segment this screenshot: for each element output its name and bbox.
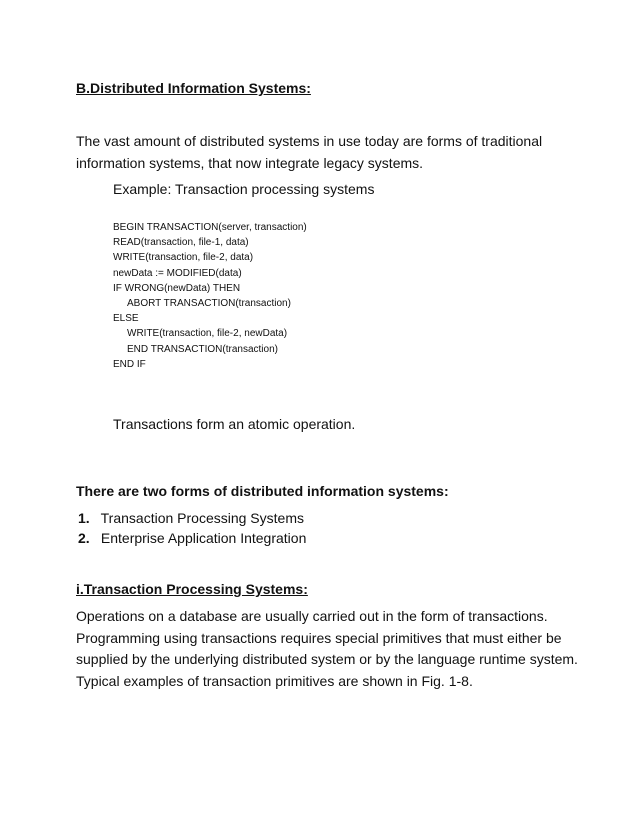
code-line: ELSE bbox=[113, 313, 139, 325]
code-line: READ(transaction, file-1, data) bbox=[113, 237, 249, 249]
intro-line: information systems, that now integrate legacy systems. bbox=[76, 154, 424, 171]
list-number: 2. bbox=[78, 530, 90, 546]
intro-line: The vast amount of distributed systems in use today are forms of traditional bbox=[76, 133, 543, 149]
atomic-operation-note: Transactions form an atomic operation. bbox=[113, 416, 356, 432]
example-label: Example: Transaction processing systems bbox=[113, 181, 375, 197]
tps-line: Programming using transactions requires special primitives that must either be bbox=[76, 629, 562, 646]
code-line: END TRANSACTION(transaction) bbox=[127, 343, 278, 355]
intro-paragraph bbox=[76, 131, 576, 174]
tps-line: Operations on a database are usually carried out in the form of transactions. bbox=[76, 608, 548, 624]
code-line: WRITE(transaction, file-2, data) bbox=[113, 252, 254, 264]
section-heading-distributed-information-systems: B.Distributed Information Systems: bbox=[76, 80, 311, 96]
tps-paragraph bbox=[76, 606, 576, 692]
list-number: 1. bbox=[78, 510, 90, 526]
transaction-code-block bbox=[113, 220, 307, 372]
code-line: newData := MODIFIED(data) bbox=[113, 267, 242, 279]
section-heading-transaction-processing-systems: i.Transaction Processing Systems: bbox=[76, 581, 308, 597]
tps-line: Typical examples of transaction primitives are shown in Fig. 1-8. bbox=[76, 672, 473, 689]
list-item bbox=[78, 508, 306, 528]
list-label: Transaction Processing Systems bbox=[100, 510, 304, 526]
code-line: END IF bbox=[113, 358, 146, 370]
code-line: BEGIN TRANSACTION(server, transaction) bbox=[113, 222, 307, 233]
code-line: WRITE(transaction, file-2, newData) bbox=[127, 328, 288, 340]
code-line: ABORT TRANSACTION(transaction) bbox=[127, 298, 291, 310]
forms-list bbox=[78, 508, 306, 548]
code-line: IF WRONG(newData) THEN bbox=[113, 282, 241, 294]
list-item bbox=[78, 528, 306, 548]
forms-heading: There are two forms of distributed information systems: bbox=[76, 483, 449, 499]
list-label: Enterprise Application Integration bbox=[100, 530, 307, 546]
tps-line: supplied by the underlying distributed system or by the language runtime system. bbox=[76, 651, 578, 667]
